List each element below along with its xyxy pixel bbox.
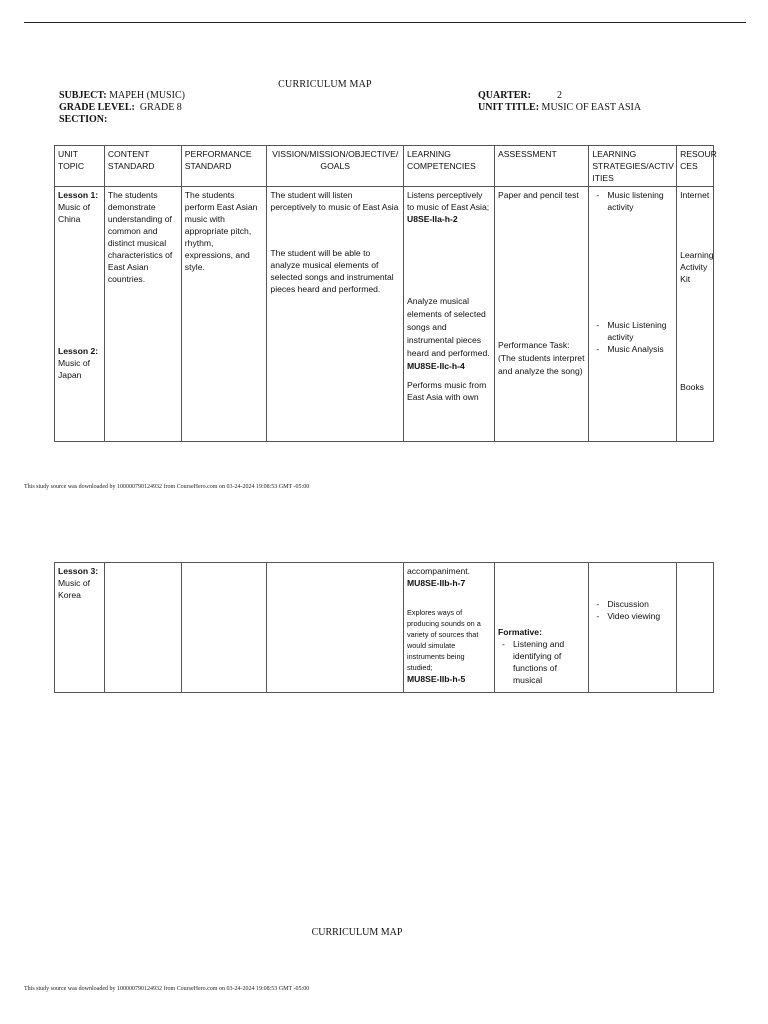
header-learning-strategies: LEARNING STRATEGIES/ACTIV ITIES: [589, 146, 677, 187]
header-assessment: ASSESSMENT: [495, 146, 589, 187]
strategy-5: - Video viewing: [592, 610, 673, 622]
section-label: SECTION:: [59, 114, 108, 125]
strategy-2: - Music Listening activity: [592, 319, 673, 343]
resources-cell: [677, 187, 714, 442]
header-performance-standard: PERFORMANCE STANDARD: [181, 146, 267, 187]
page-title: CURRICULUM MAP: [278, 79, 372, 90]
competency-3: Performs music from East Asia with own: [406, 380, 487, 402]
competency-1-code: U8SE-IIa-h-2: [406, 214, 458, 224]
content-standard-cell: The students demonstrate understanding of common and distinct musical characteristics of East Asian countries.: [104, 187, 181, 442]
download-notice: This study source was downloaded by 100000790124932 from CourseHero.com on 03-24-2024 19:08:53 GMT -05:00: [24, 484, 310, 490]
competency-2: Analyze musical elements of selected songs and instrumental pieces heard and performed.: [406, 296, 490, 358]
header-unit-topic: UNIT TOPIC: [55, 146, 105, 187]
subject-label: SUBJECT:: [59, 90, 107, 101]
unit-title-label: UNIT TITLE:: [478, 102, 540, 113]
header-resources: RESOUR CES: [677, 146, 714, 187]
lesson2-text: Music of Japan: [58, 358, 90, 380]
assessment-cell: [495, 563, 589, 693]
goals-cell: [267, 563, 404, 693]
grade-value: GRADE 8: [139, 102, 182, 113]
resources-cell: [677, 563, 714, 693]
unit-topic-cell: [55, 187, 105, 442]
competency-continued-code: MU8SE-IIb-h-7: [406, 578, 466, 588]
goal-1: The student will listen perceptively to music of East Asia: [270, 190, 399, 212]
download-notice-2: This study source was downloaded by 100000790124932 from CourseHero.com on 03-24-2024 19:08:53 GMT -05:00: [24, 986, 310, 992]
page2-title: CURRICULUM MAP: [311, 927, 403, 938]
assessment-2: Performance Task: (The students interpret and analyze the song): [498, 340, 585, 376]
lesson3-text: Music of Korea: [58, 578, 90, 600]
performance-standard-cell: The students perform East Asian music with appropriate pitch, rhythm, expressions, and style.: [181, 187, 267, 442]
resource-2: Learning Activity Kit: [680, 250, 714, 284]
lesson2-label: Lesson 2:: [58, 346, 99, 356]
header-content-standard: CONTENT STANDARD: [104, 146, 181, 187]
meta-left: [59, 90, 185, 126]
goals-cell: [267, 187, 404, 442]
curriculum-table-page2: [54, 562, 714, 693]
grade-label: GRADE LEVEL:: [59, 102, 135, 113]
competency-2-code: MU8SE-IIc-h-4: [406, 361, 465, 371]
assessment-cell: [495, 187, 589, 442]
header-vmog: VISSION/MISSION/OBJECTIVE/ GOALS: [267, 146, 404, 187]
meta-right: [478, 90, 641, 114]
unit-topic-cell: [55, 563, 105, 693]
quarter-value: 2: [556, 90, 562, 101]
lesson1-text: Music of China: [58, 202, 90, 224]
assessment-1: Paper and pencil test: [498, 190, 579, 200]
competency-4-code: MU8SE-IIb-h-5: [406, 674, 466, 684]
table-header-row: [55, 146, 714, 187]
resource-3: Books: [680, 382, 704, 392]
lesson3-label: Lesson 3:: [58, 566, 99, 576]
competency-continued: accompaniment.: [406, 566, 471, 576]
content-standard-cell: [104, 563, 181, 693]
subject-value: MAPEH (MUSIC): [109, 90, 185, 101]
strategy-3: - Music Analysis: [592, 343, 673, 355]
competencies-cell: [403, 563, 494, 693]
quarter-label: QUARTER:: [478, 90, 531, 101]
lesson1-label: Lesson 1:: [58, 190, 99, 200]
curriculum-table-page1: [54, 145, 717, 442]
table-row: [55, 187, 714, 442]
competencies-cell: [403, 187, 494, 442]
resource-1: Internet: [680, 190, 710, 200]
page-top-rule: [24, 22, 746, 23]
competency-4: Explores ways of producing sounds on a variety of sources that would simulate instruments being studied;: [406, 608, 481, 672]
header-learning-competencies: LEARNING COMPETENCIES: [403, 146, 494, 187]
formative-item: - Listening and identifying of functions of musical: [498, 638, 585, 686]
strategies-cell: [589, 187, 677, 442]
performance-standard-cell: [181, 563, 267, 693]
strategy-4: - Discussion: [592, 598, 673, 610]
strategy-1: - Music listening activity: [592, 189, 673, 213]
table-row: [55, 563, 714, 693]
goal-2: The student will be able to analyze musical elements of selected songs and instrumental pieces heard and performed.: [270, 248, 394, 294]
strategies-cell: [589, 563, 677, 693]
unit-title-value: MUSIC OF EAST ASIA: [541, 102, 642, 113]
competency-1: Listens perceptively to music of East Asia;: [406, 190, 490, 212]
formative-label: Formative:: [498, 627, 542, 637]
